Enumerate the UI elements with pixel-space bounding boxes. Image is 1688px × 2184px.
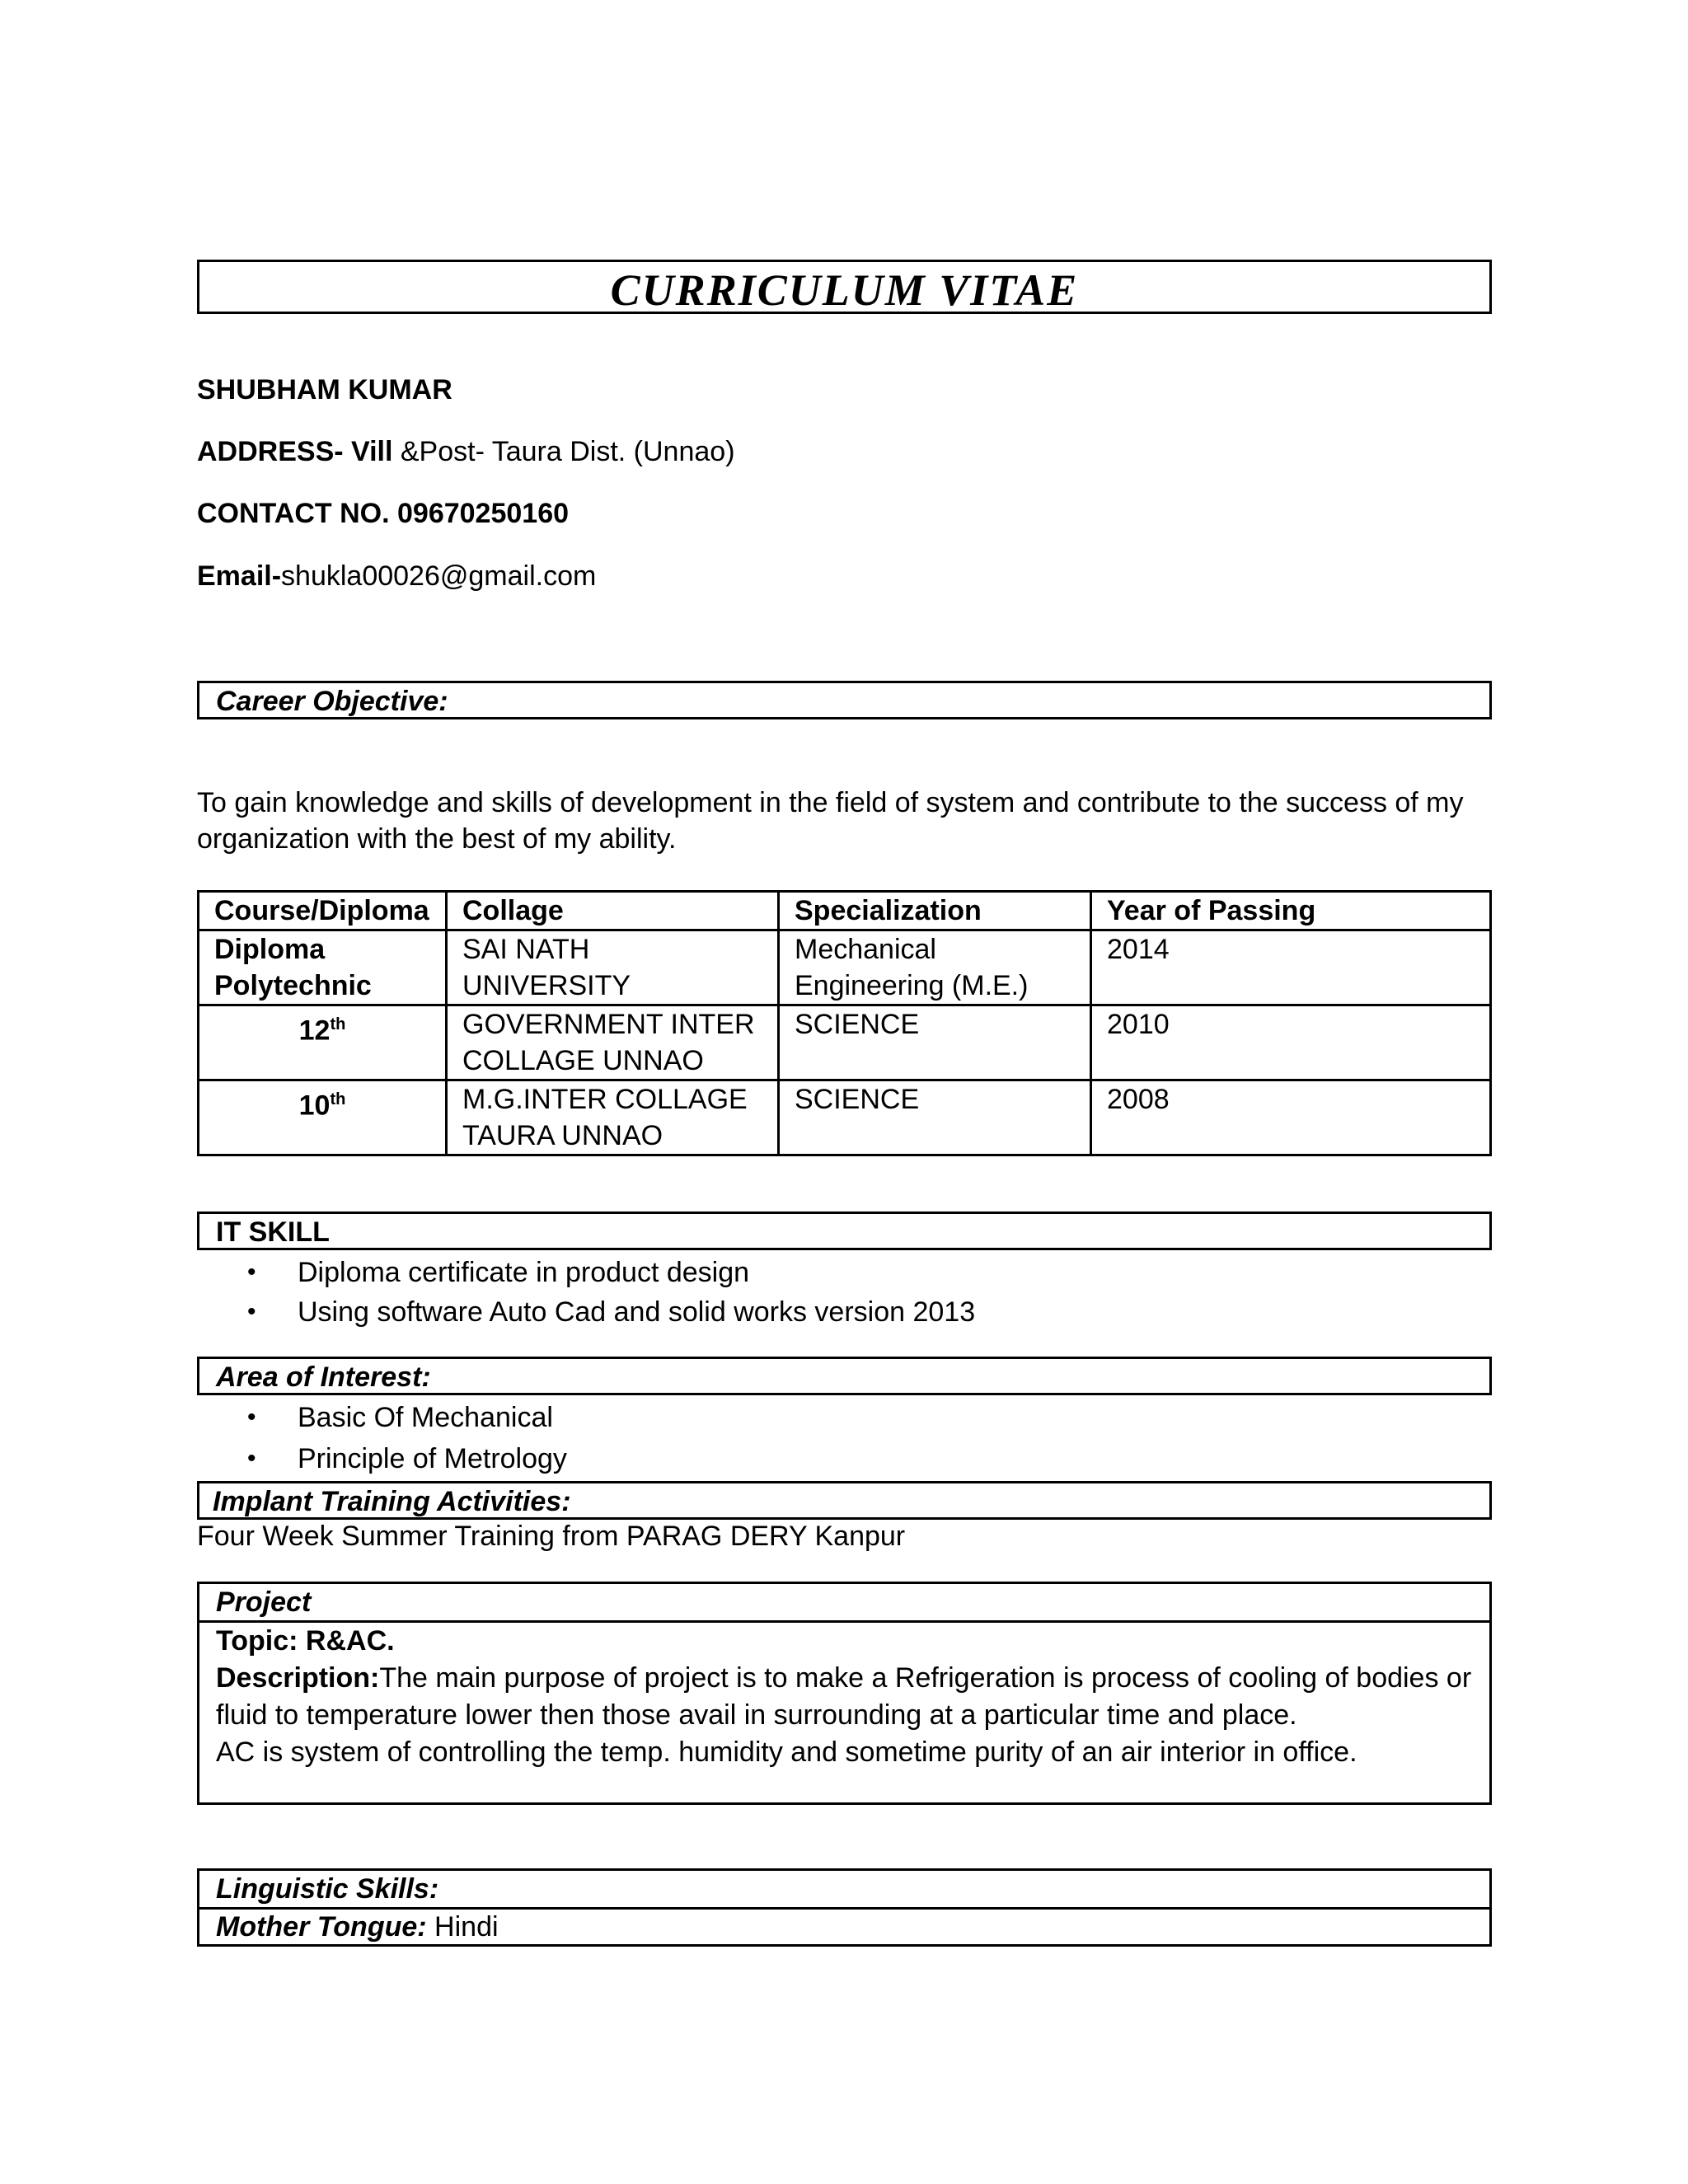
header-specialization: Specialization xyxy=(779,892,1091,930)
career-objective-line1: To gain knowledge and skills of development in the field of system and contribute to the success of my xyxy=(197,787,1464,818)
contact-line: CONTACT NO. 09670250160 xyxy=(197,498,570,529)
year-cell: 2010 xyxy=(1091,1005,1491,1080)
course-cell xyxy=(199,1005,447,1080)
college-line: TAURA UNNAO xyxy=(462,1120,663,1151)
header-year: Year of Passing xyxy=(1091,892,1491,930)
address-line xyxy=(197,434,735,470)
implant-training-header xyxy=(197,1481,1492,1520)
it-skill-heading: IT SKILL xyxy=(216,1216,330,1248)
college-line: COLLAGE UNNAO xyxy=(462,1045,704,1076)
college-line: GOVERNMENT INTER xyxy=(462,1009,755,1040)
project-heading: Project xyxy=(216,1586,312,1618)
year-cell: 2014 xyxy=(1091,930,1491,1005)
project-desc-line3: AC is system of controlling the temp. humidity and sometime purity of an air interior in office. xyxy=(216,1736,1357,1768)
career-objective-heading: Career Objective: xyxy=(216,686,448,717)
mother-tongue-label: Mother Tongue: xyxy=(216,1911,427,1943)
specialization-cell: SCIENCE xyxy=(779,1005,1091,1080)
course-superscript: th xyxy=(330,1015,346,1033)
email-line xyxy=(197,558,596,594)
career-objective-line2: organization with the best of my ability. xyxy=(197,823,677,855)
project-desc-text: The main purpose of project is to make a Refrigeration is process of cooling of bodies or xyxy=(379,1662,1472,1694)
project-box xyxy=(197,1582,1492,1805)
header-college: Collage xyxy=(447,892,779,930)
candidate-name: SHUBHAM KUMAR xyxy=(197,374,452,405)
year-cell: 2008 xyxy=(1091,1080,1491,1155)
table-row xyxy=(199,930,1491,1005)
project-desc-line1 xyxy=(216,1660,1471,1696)
linguistic-box xyxy=(197,1868,1492,1947)
college-cell xyxy=(447,1080,779,1155)
course-line: Diploma xyxy=(214,934,326,965)
course-superscript: th xyxy=(330,1090,346,1108)
area-of-interest-heading: Area of Interest: xyxy=(216,1361,431,1393)
table-row xyxy=(199,1005,1491,1080)
course-value: 12 xyxy=(298,1015,331,1047)
mother-tongue-line xyxy=(216,1909,499,1945)
it-skill-item: Using software Auto Cad and solid works version 2013 xyxy=(298,1296,976,1328)
mother-tongue-value: Hindi xyxy=(434,1911,499,1943)
email-value: shukla00026@gmail.com xyxy=(281,560,597,592)
education-table xyxy=(197,890,1492,1156)
bullet-icon: • xyxy=(247,1258,256,1286)
address-label: ADDRESS- Vill xyxy=(197,436,393,467)
project-topic: Topic: R&AC. xyxy=(216,1625,395,1657)
interest-item: Basic Of Mechanical xyxy=(298,1402,553,1433)
college-line: SAI NATH UNIVERSITY xyxy=(462,934,631,1001)
table-header-row xyxy=(199,892,1491,930)
career-objective-header xyxy=(197,681,1492,719)
college-cell xyxy=(447,930,779,1005)
bullet-icon: • xyxy=(247,1445,256,1472)
implant-training-heading: Implant Training Activities: xyxy=(213,1486,571,1517)
college-cell xyxy=(447,1005,779,1080)
college-line: M.G.INTER COLLAGE xyxy=(462,1084,748,1115)
course-cell xyxy=(199,930,447,1005)
bullet-icon: • xyxy=(247,1404,256,1431)
specialization-cell: SCIENCE xyxy=(779,1080,1091,1155)
interest-item: Principle of Metrology xyxy=(298,1443,567,1474)
course-value: 10 xyxy=(298,1090,331,1122)
title-box xyxy=(197,260,1492,314)
specialization-cell xyxy=(779,930,1091,1005)
specialization-line: Mechanical xyxy=(795,934,936,965)
linguistic-heading: Linguistic Skills: xyxy=(216,1873,439,1905)
header-course: Course/Diploma xyxy=(199,892,447,930)
bullet-icon: • xyxy=(247,1298,256,1325)
course-line: Polytechnic xyxy=(214,970,372,1001)
it-skill-item: Diploma certificate in product design xyxy=(298,1257,750,1288)
project-desc-line2: fluid to temperature lower then those avail in surrounding at a particular time and place. xyxy=(216,1699,1297,1731)
project-desc-label: Description: xyxy=(216,1662,380,1694)
course-cell xyxy=(199,1080,447,1155)
address-value: &Post- Taura Dist. (Unnao) xyxy=(400,436,735,467)
table-row xyxy=(199,1080,1491,1155)
implant-training-text: Four Week Summer Training from PARAG DERY Kanpur xyxy=(197,1521,906,1552)
area-of-interest-header xyxy=(197,1357,1492,1395)
specialization-line: Engineering (M.E.) xyxy=(795,970,1029,1001)
email-label: Email- xyxy=(197,560,282,592)
document-title: CURRICULUM VITAE xyxy=(610,265,1079,315)
it-skill-header xyxy=(197,1212,1492,1250)
